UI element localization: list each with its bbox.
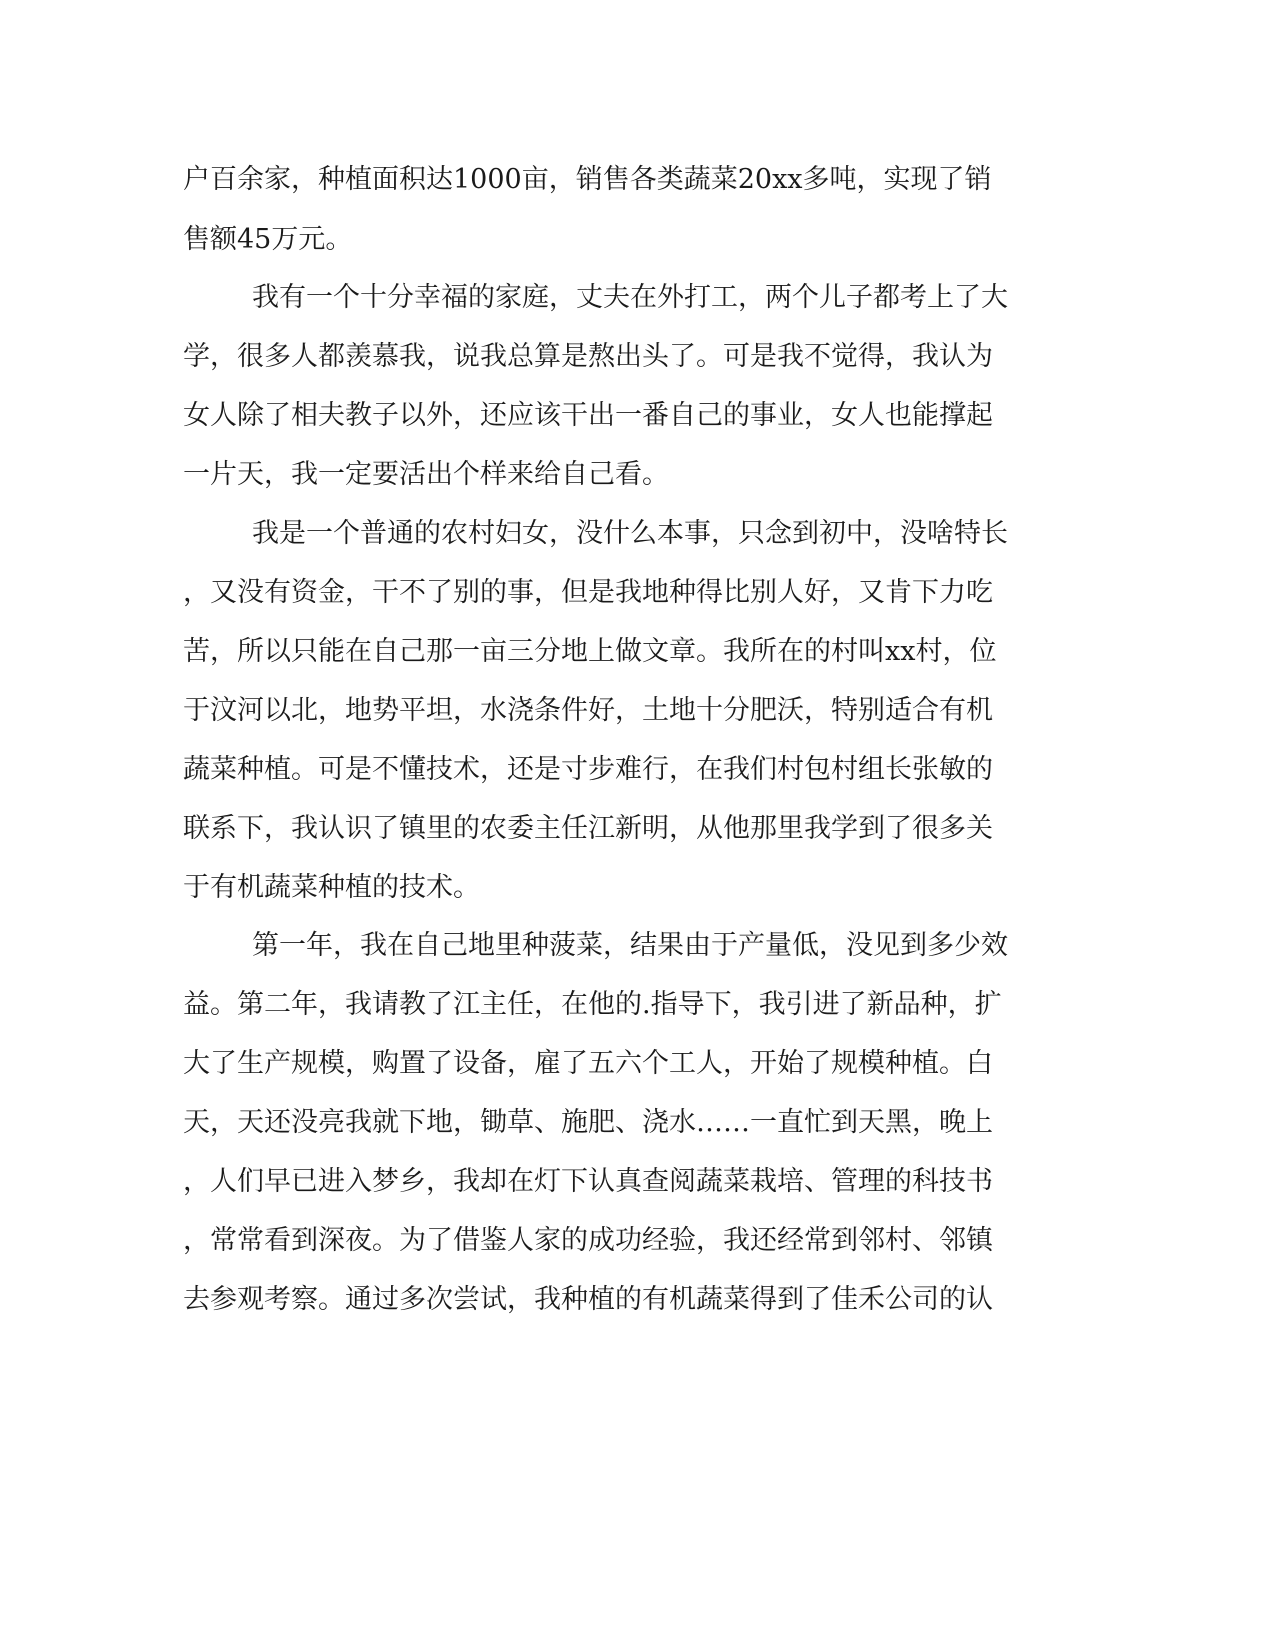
paragraph-start-line: 我是一个普通的农村妇女，没什么本事，只念到初中，没啥特长 xyxy=(252,518,1008,549)
text-line: 一片天，我一定要活出个样来给自己看。 xyxy=(183,459,669,490)
text-line: 女人除了相夫教子以外，还应该干出一番自己的事业，女人也能撑起 xyxy=(183,400,993,431)
text-line: 户百余家，种植面积达1000亩，销售各类蔬菜20xx多吨，实现了销 xyxy=(183,164,992,195)
text-line: 于汶河以北，地势平坦，水浇条件好，土地十分肥沃，特别适合有机 xyxy=(183,695,993,726)
text-line: 大了生产规模，购置了设备，雇了五六个工人，开始了规模种植。白 xyxy=(183,1048,993,1079)
text-line: 益。第二年，我请教了江主任，在他的.指导下，我引进了新品种，扩 xyxy=(183,989,1002,1020)
text-line: ，又没有资金，干不了别的事，但是我地种得比别人好，又肯下力吃 xyxy=(183,577,993,608)
text-line: 于有机蔬菜种植的技术。 xyxy=(183,872,480,903)
text-line: 售额45万元。 xyxy=(183,224,353,255)
text-line: 天，天还没亮我就下地，锄草、施肥、浇水……一直忙到天黑，晚上 xyxy=(183,1107,993,1138)
text-line: 蔬菜种植。可是不懂技术，还是寸步难行，在我们村包村组长张敏的 xyxy=(183,754,993,785)
text-line: ，人们早已进入梦乡，我却在灯下认真查阅蔬菜栽培、管理的科技书 xyxy=(183,1166,993,1197)
text-line: 苦，所以只能在自己那一亩三分地上做文章。我所在的村叫xx村，位 xyxy=(183,636,997,667)
text-line: ，常常看到深夜。为了借鉴人家的成功经验，我还经常到邻村、邻镇 xyxy=(183,1225,993,1256)
paragraph-start-line: 我有一个十分幸福的家庭，丈夫在外打工，两个儿子都考上了大 xyxy=(252,282,1008,313)
text-line: 联系下，我认识了镇里的农委主任江新明，从他那里我学到了很多关 xyxy=(183,813,993,844)
text-line: 去参观考察。通过多次尝试，我种植的有机蔬菜得到了佳禾公司的认 xyxy=(183,1284,993,1315)
paragraph-start-line: 第一年，我在自己地里种菠菜，结果由于产量低，没见到多少效 xyxy=(252,930,1008,961)
text-line: 学，很多人都羡慕我，说我总算是熬出头了。可是我不觉得，我认为 xyxy=(183,341,993,372)
